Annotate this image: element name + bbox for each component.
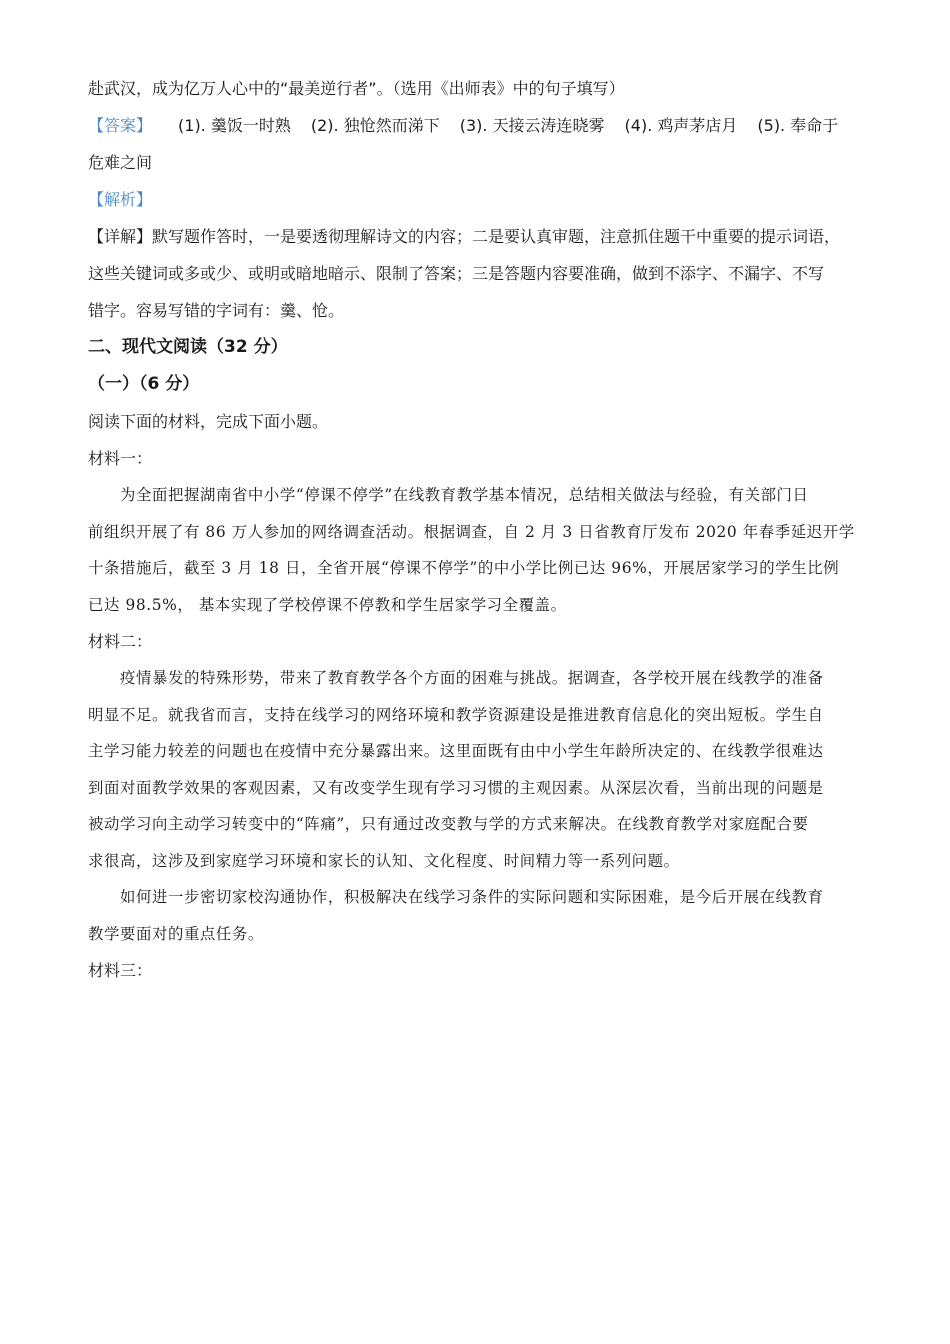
material-line: 被动学习向主动学习转变中的“阵痛”，只有通过改变教与学的方式来解决。在线教育教学对家庭配合要 — [88, 815, 809, 833]
detail-line: 【详解】默写题作答时，一是要透彻理解诗文的内容；二是要认真审题，注意抓住题干中重要的提示词语， — [88, 227, 841, 246]
material-line: 疫情暴发的特殊形势，带来了教育教学各个方面的困难与挑战。据调查，各学校开展在线教学的准备 — [120, 669, 824, 687]
detail-line: 这些关键词或多或少、或明或暗地暗示、限制了答案；三是答题内容要准确，做到不添字、不漏字、不写 — [88, 264, 825, 283]
answer-continuation: 危难之间 — [88, 153, 153, 172]
material-line: 明显不足。就我省而言，支持在线学习的网络环境和教学资源建设是推进教育信息化的突出短板。学生自 — [88, 705, 824, 724]
material-label: 材料一： — [88, 449, 153, 468]
material-line: 已达 98.5%， 基本实现了学校停课不停教和学生居家学习全覆盖。 — [88, 595, 567, 614]
answer-tag: 【答案】 — [88, 116, 153, 135]
material-line: 十条措施后，截至 3 月 18 日，全省开展“停课不停学”的中小学比例已达 96%，开展居家学习的学生比例 — [88, 559, 840, 577]
answer-item: (1). 羹饭一时熟 — [178, 116, 291, 135]
material-line: 求很高，这涉及到家庭学习环境和家长的认知、文化程度、时间精力等一系列问题。 — [88, 851, 680, 870]
question-line: 赴武汉，成为亿万人心中的“最美逆行者”。（选用《出师表》中的句子填写） — [88, 79, 625, 98]
material-line: 为全面把握湖南省中小学“停课不停学”在线教育教学基本情况，总结相关做法与经验，有关部门日 — [120, 486, 809, 504]
section-title: 二、现代文阅读（32 分） — [88, 337, 288, 357]
material-label: 材料三： — [88, 961, 153, 980]
detail-line: 错字。容易写错的字词有：羹、怆。 — [88, 301, 345, 320]
material-line: 如何进一步密切家校沟通协作，积极解决在线学习条件的实际问题和实际困难，是今后开展在线教育 — [120, 888, 824, 906]
answer-line — [88, 107, 878, 144]
document-page — [88, 70, 878, 989]
answer-item: (4). 鸡声茅店月 — [624, 116, 738, 135]
material-line: 主学习能力较差的问题也在疫情中充分暴露出来。这里面既有由中小学生年龄所决定的、在线教学很难达 — [88, 742, 824, 760]
answer-item: (3). 天接云涛连晓雾 — [459, 116, 605, 135]
material-line: 到面对面教学效果的客观因素，又有改变学生现有学习习惯的主观因素。从深层次看，当前出现的问题是 — [88, 778, 824, 797]
answer-item: (2). 独怆然而涕下 — [310, 116, 440, 135]
material-line: 教学要面对的重点任务。 — [88, 924, 264, 943]
analysis-tag: 【解析】 — [88, 190, 153, 209]
material-label: 材料二： — [88, 632, 153, 651]
answer-item: (5). 奉命于 — [757, 116, 839, 135]
instruction: 阅读下面的材料，完成下面小题。 — [88, 412, 329, 431]
material-line: 前组织开展了有 86 万人参加的网络调查活动。根据调查，自 2 月 3 日省教育厅发布 2020 年春季延迟开学 — [88, 522, 855, 541]
subsection-title: （一）（6 分） — [88, 374, 200, 394]
